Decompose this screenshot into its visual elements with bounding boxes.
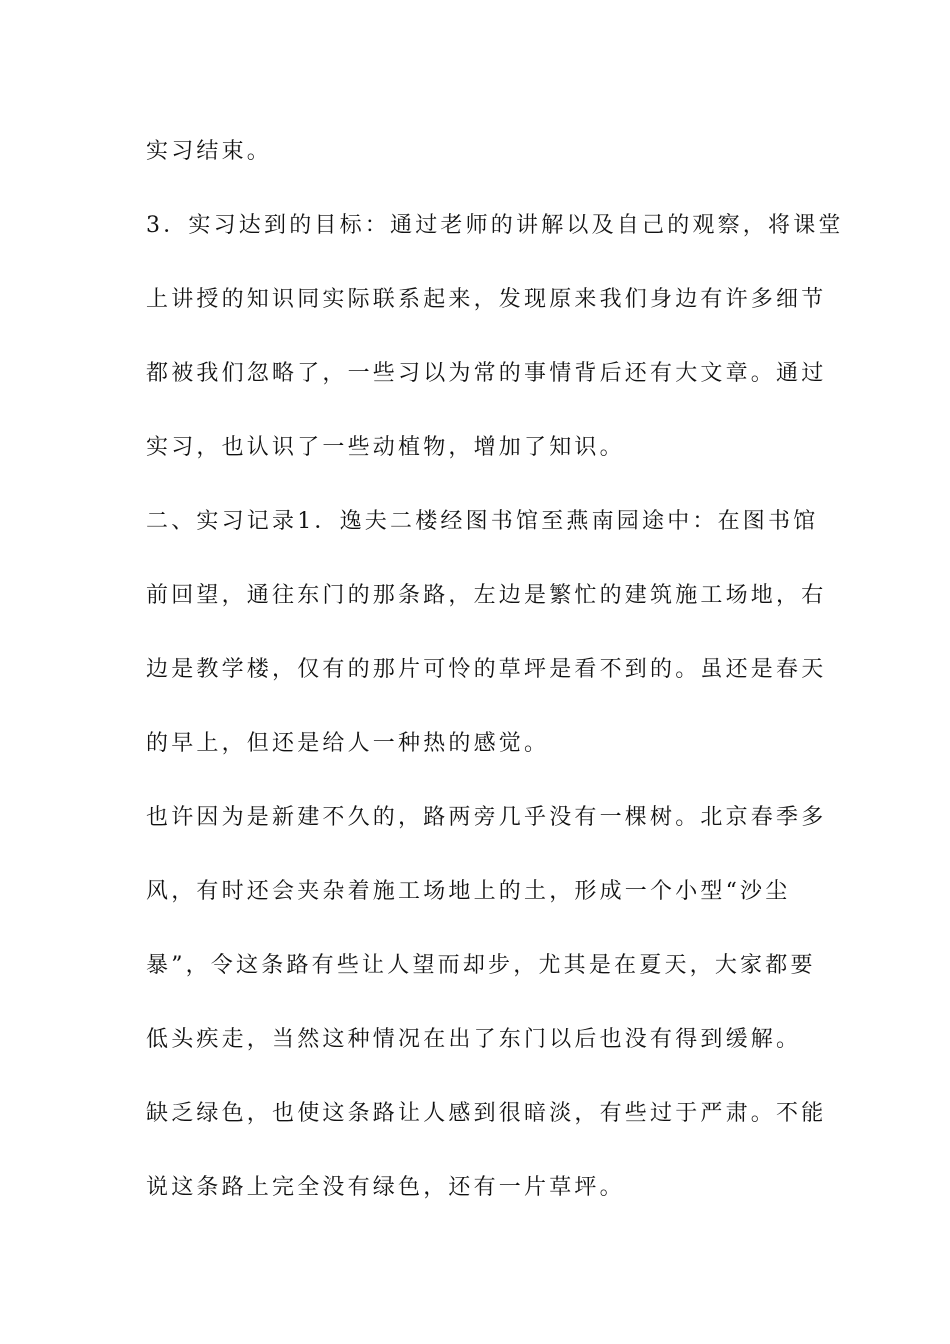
text-line: 的早上，但还是给人一种热的感觉。 xyxy=(146,731,550,756)
text-line: 实习，也认识了一些动植物，增加了知识。 xyxy=(146,435,625,460)
text-line: 也许因为是新建不久的，路两旁几乎没有一棵树。北京春季多 xyxy=(146,805,827,830)
text-line: 实习结束。 xyxy=(146,139,273,164)
text-line: 都被我们忽略了，一些习以为常的事情背后还有大文章。通过 xyxy=(146,361,827,386)
text-line: 风，有时还会夹杂着施工场地上的土，形成一个小型“沙尘 xyxy=(146,879,791,904)
text-line: 前回望，通往东门的那条路，左边是繁忙的建筑施工场地，右 xyxy=(146,583,827,608)
text-line: 说这条路上完全没有绿色，还有一片草坪。 xyxy=(146,1175,625,1200)
text-line: 3．实习达到的目标：通过老师的讲解以及自己的观察，将课堂 xyxy=(146,213,844,238)
document-body xyxy=(146,133,844,1206)
text-line: 二、实习记录1．逸夫二楼经图书馆至燕南园途中：在图书馆 xyxy=(146,509,819,534)
text-line: 暴”，令这条路有些让人望而却步，尤其是在夏天，大家都要 xyxy=(146,953,816,978)
text-line: 上讲授的知识同实际联系起来，发现原来我们身边有许多细节 xyxy=(146,287,827,312)
text-line: 缺乏绿色，也使这条路让人感到很暗淡，有些过于严肃。不能 xyxy=(146,1101,827,1126)
text-line: 边是教学楼，仅有的那片可怜的草坪是看不到的。虽还是春天 xyxy=(146,657,827,682)
text-line: 低头疾走，当然这种情况在出了东门以后也没有得到缓解。 xyxy=(146,1027,802,1052)
